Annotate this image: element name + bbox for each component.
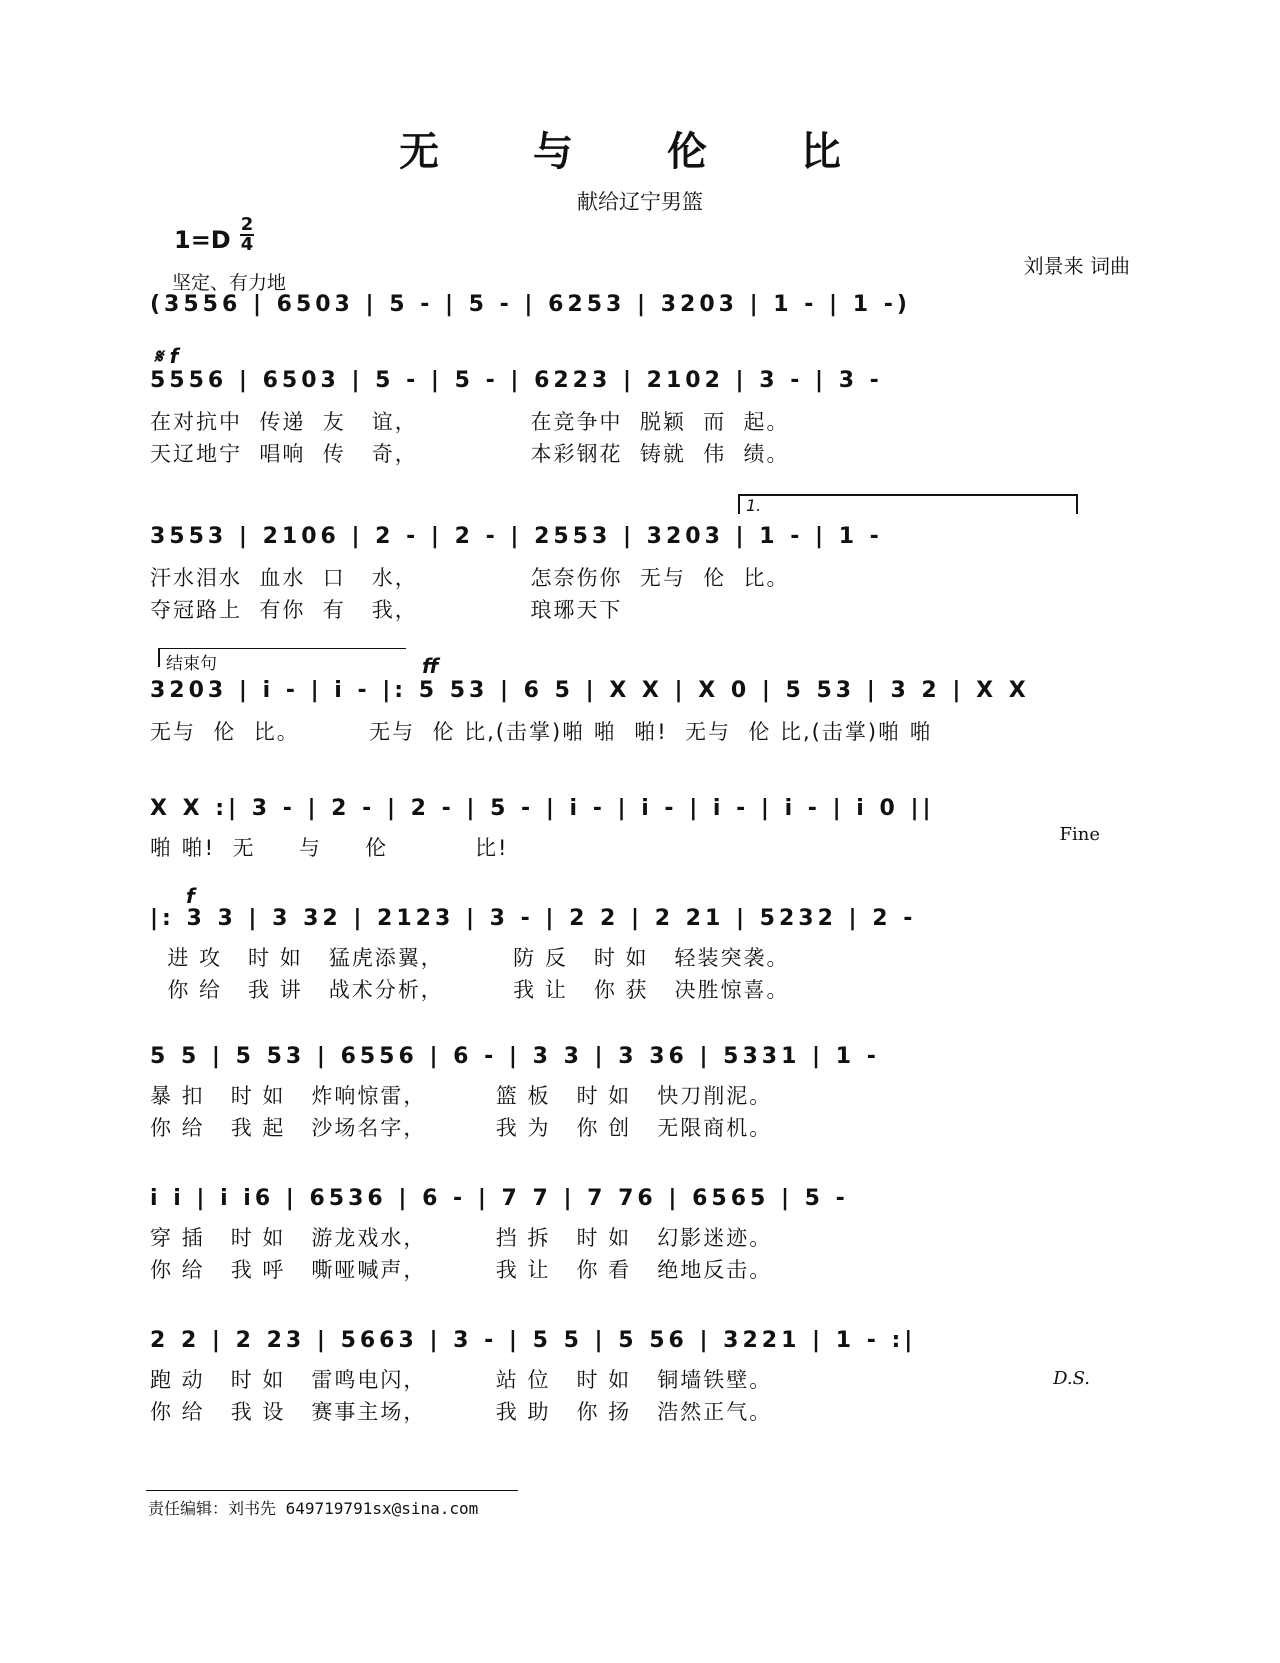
ending-phrase-label: 结束句 xyxy=(158,648,406,667)
notes-line: i i | i i6 | 6536 | 6 - | 7 7 | 7 76 | 6565 | 5 - xyxy=(150,1186,849,1211)
key-signature: 1=D xyxy=(174,226,231,254)
lyric-verse-1: 跑 动 时 如 雷鸣电闪， 站 位 时 如 铜墙铁壁。 xyxy=(150,1368,773,1392)
notes-line: 5556 | 6503 | 5 - | 5 - | 6223 | 2102 | 3 - | 3 - xyxy=(150,368,883,393)
lyric-verse-1: 啪 啪! 无 与 伦 比! xyxy=(150,836,509,860)
segno-dynamic-mark: 𝄋 f xyxy=(154,344,179,368)
dynamic-f: f xyxy=(186,884,195,908)
notes-line: 5 5 | 5 53 | 6556 | 6 - | 3 3 | 3 36 | 5331 | 1 - xyxy=(150,1044,880,1069)
footer-divider xyxy=(146,1490,518,1491)
editor-credit: 责任编辑：刘书先 649719791sx@sina.com xyxy=(148,1499,479,1518)
lyric-verse-2: 夺冠路上 有你 有 我， 琅琊天下 xyxy=(150,598,623,622)
author-credit: 刘景来 词曲 xyxy=(1023,254,1130,278)
lyric-verse-1: 暴 扣 时 如 炸响惊雷， 篮 板 时 如 快刀削泥。 xyxy=(150,1084,773,1108)
lyric-verse-1: 穿 插 时 如 游龙戏水， 挡 拆 时 如 幻影迷迹。 xyxy=(150,1226,773,1250)
lyric-verse-1: 进 攻 时 如 猛虎添翼， 防 反 时 如 轻装突袭。 xyxy=(150,946,790,970)
notes-line: 3553 | 2106 | 2 - | 2 - | 2553 | 3203 | 1 - | 1 - xyxy=(150,524,883,549)
time-signature xyxy=(240,216,254,254)
notes-line: X X :| 3 - | 2 - | 2 - | 5 - | i - | i - | i - | i - | i 0 || xyxy=(150,796,935,821)
song-title: 无 与 伦 比 xyxy=(399,128,881,175)
lyric-verse-2: 你 给 我 设 赛事主场， 我 助 你 扬 浩然正气。 xyxy=(150,1400,773,1424)
lyric-verse-2: 你 给 我 呼 嘶哑喊声， 我 让 你 看 绝地反击。 xyxy=(150,1258,773,1282)
lyric-verse-1: 在对抗中 传递 友 谊， 在竞争中 脱颖 而 起。 xyxy=(150,410,790,434)
first-ending-label: 1. xyxy=(746,496,762,515)
notes-line: (3556 | 6503 | 5 - | 5 - | 6253 | 3203 | 1 - | 1 -) xyxy=(150,292,911,317)
tempo-marking: 坚定、有力地 xyxy=(172,272,287,294)
time-signature-top: 2 xyxy=(240,214,254,235)
song-subtitle: 献给辽宁男篮 xyxy=(577,190,703,214)
lyric-verse-2: 你 给 我 起 沙场名字， 我 为 你 创 无限商机。 xyxy=(150,1116,773,1140)
notes-line: |: 3 3 | 3 32 | 2123 | 3 - | 2 2 | 2 21 | 5232 | 2 - xyxy=(150,906,917,931)
lyric-verse-2: 你 给 我 讲 战术分析， 我 让 你 获 决胜惊喜。 xyxy=(150,978,790,1002)
time-signature-bottom: 4 xyxy=(240,234,254,255)
lyric-verse-1: 汗水泪水 血水 口 水， 怎奈伤你 无与 伦 比。 xyxy=(150,566,790,590)
lyric-verse-2: 天辽地宁 唱响 传 奇， 本彩钢花 铸就 伟 绩。 xyxy=(150,442,790,466)
notes-line: 2 2 | 2 23 | 5663 | 3 - | 5 5 | 5 56 | 3221 | 1 - :| xyxy=(150,1328,917,1353)
fine-marking: Fine xyxy=(1059,824,1100,845)
dynamic-ff: ff xyxy=(422,654,439,678)
notes-line: 3203 | i - | i - |: 5 53 | 6 5 | X X | X 0 | 5 53 | 3 2 | X X xyxy=(150,678,1030,703)
ds-marking: D.S. xyxy=(1053,1368,1090,1389)
first-ending-bracket xyxy=(738,494,1078,514)
lyric-verse-1: 无与 伦 比。 无与 伦 比,(击掌)啪 啪 啪! 无与 伦 比,(击掌)啪 啪 xyxy=(150,720,933,744)
